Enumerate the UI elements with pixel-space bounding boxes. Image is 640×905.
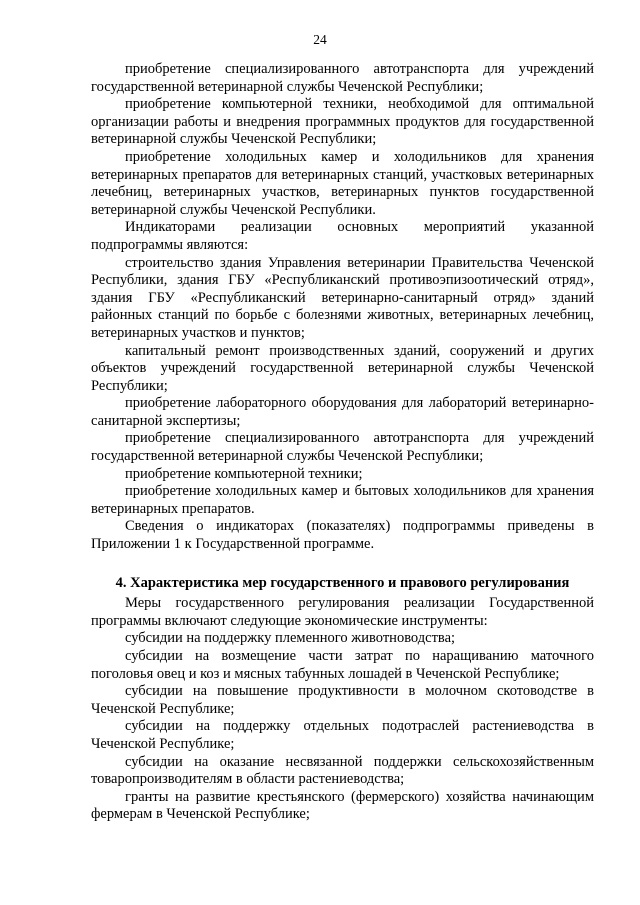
paragraph: Сведения о индикаторах (показателях) подпрограммы приведены в Приложении 1 к Государственной программе.: [91, 518, 594, 553]
paragraph: приобретение лабораторного оборудования для лабораторий ветеринарно-санитарной экспертизы;: [91, 395, 594, 429]
paragraph: гранты на развитие крестьянского (фермерского) хозяйства начинающим фермерам в Чеченской Республике;: [91, 788, 594, 823]
paragraph: приобретение холодильных камер и холодильников для хранения ветеринарных препаратов для ветеринарных станций, участковых ветеринарных лечебниц, ветеринарных участков, ветеринарных пунктов государственной ветеринарной службы Чеченской Республики.: [91, 148, 594, 218]
paragraph: приобретение специализированного автотранспорта для учреждений государственной ветеринарной службы Чеченской Республики;: [91, 430, 594, 465]
paragraph: субсидии на поддержку отдельных подотраслей растениеводства в Чеченской Республике;: [91, 718, 594, 752]
paragraph: субсидии на поддержку племенного животноводства;: [125, 630, 456, 647]
paragraph: субсидии на возмещение части затрат по наращиванию маточного поголовья овец и коз и мясных табунных лошадей в Чеченской Республике;: [91, 648, 594, 682]
paragraph: капитальный ремонт производственных зданий, сооружений и других объектов учреждений государственной ветеринарной службы Чеченской Республики;: [91, 342, 594, 394]
document-body: [91, 61, 594, 824]
paragraph: Индикаторами реализации основных мероприятий указанной подпрограммы являются:: [91, 219, 594, 253]
paragraph: строительство здания Управления ветеринарии Правительства Чеченской Республики, здания ГБУ «Республиканский противоэпизоотический отряд», здания ГБУ «Республиканский ветеринарно-санитарный отряд» зданий районных станций по борьбе с болезнями животных, ветеринарных лечебниц, ветеринарных участков и пунктов;: [91, 254, 594, 341]
paragraph: Меры государственного регулирования реализации Государственной программы включают следующие экономические инструменты:: [91, 595, 594, 629]
section-heading: 4. Характеристика мер государственного и правового регулирования: [115, 574, 570, 591]
paragraph: субсидии на повышение продуктивности в молочном скотоводстве в Чеченской Республике;: [91, 683, 594, 717]
paragraph: приобретение компьютерной техники, необходимой для оптимальной организации работы и внедрения программных продуктов для государственной ветеринарной службы Чеченской Республики;: [91, 96, 594, 148]
paragraph: приобретение компьютерной техники;: [125, 465, 363, 482]
paragraph: приобретение специализированного автотранспорта для учреждений государственной ветеринарной службы Чеченской Республики;: [91, 61, 594, 95]
paragraph: субсидии на оказание несвязанной поддержки сельскохозяйственным товаропроизводителям в области растениеводства;: [91, 753, 594, 788]
page-number: 24: [313, 32, 327, 47]
paragraph: приобретение холодильных камер и бытовых холодильников для хранения ветеринарных препаратов.: [91, 483, 594, 517]
